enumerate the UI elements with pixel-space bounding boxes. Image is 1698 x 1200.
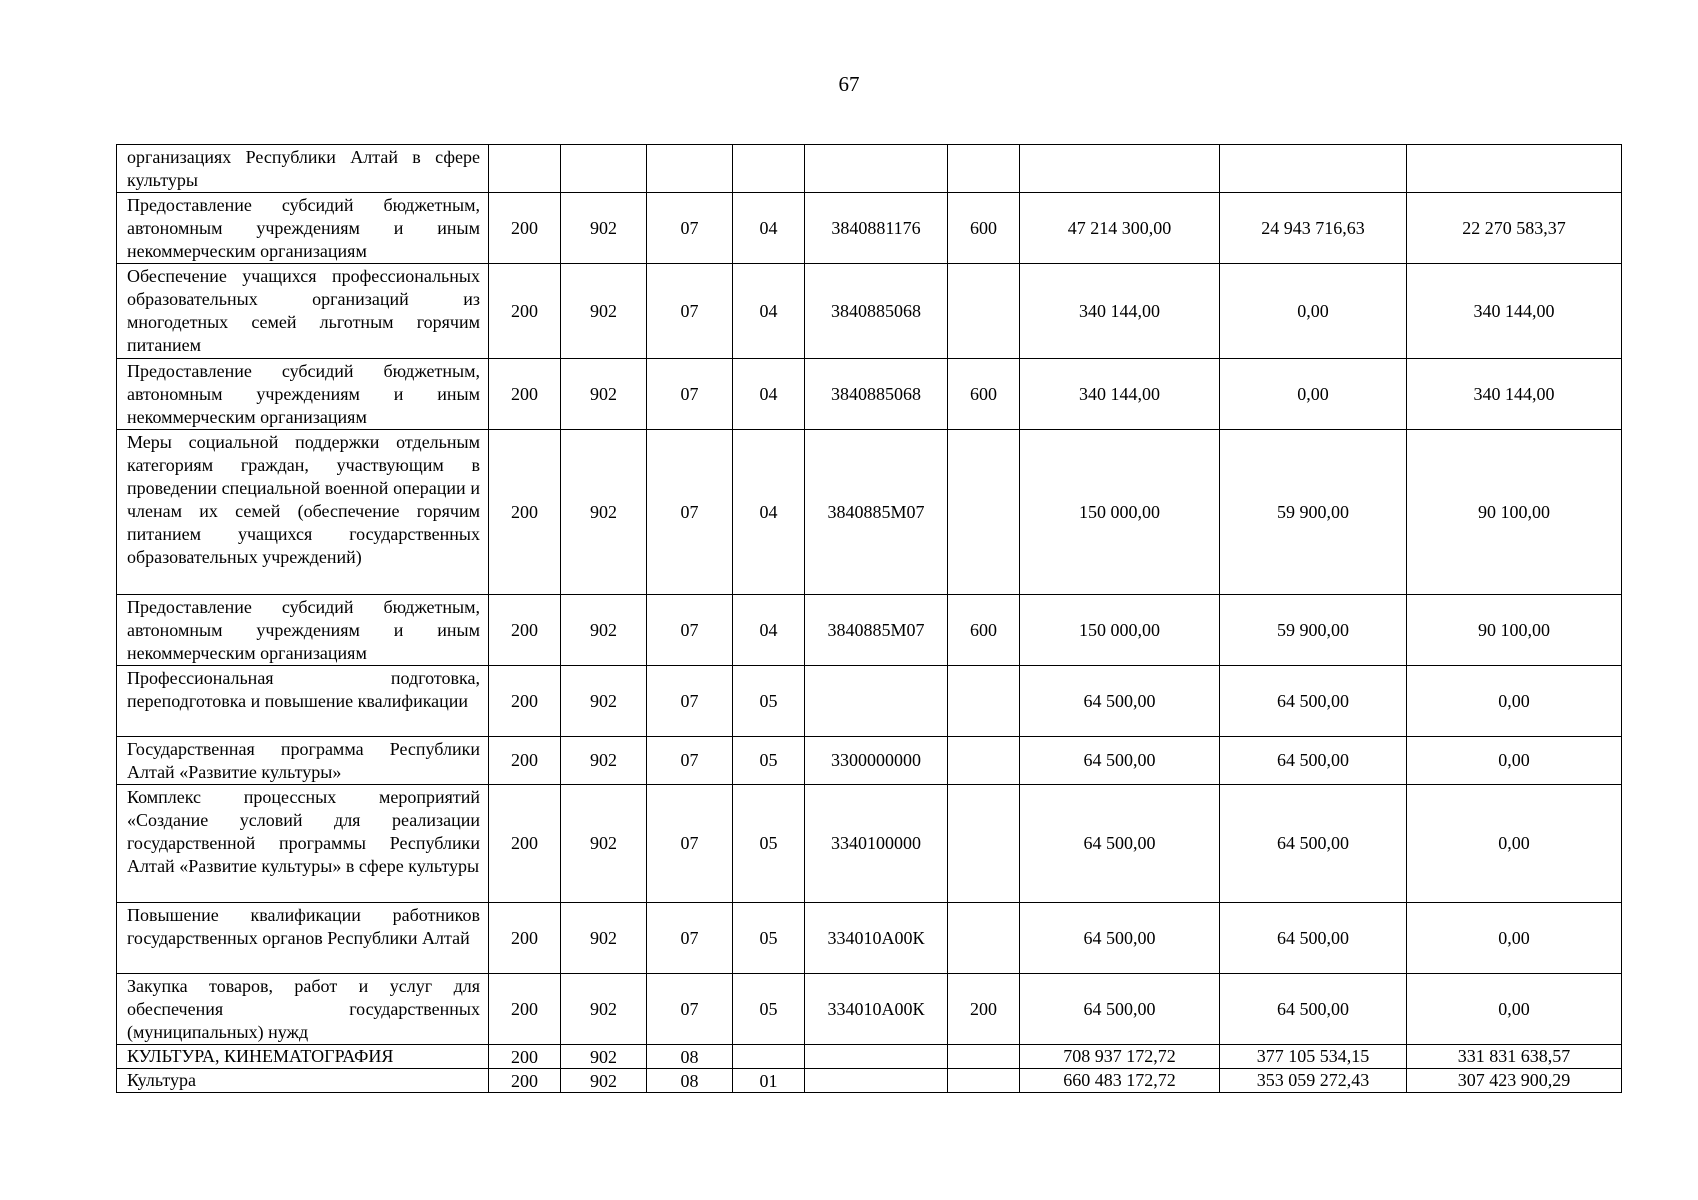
remaining-amount-cell: 90 100,00	[1407, 595, 1622, 666]
ministry-code-cell: 902	[561, 595, 647, 666]
target-code-cell	[805, 1045, 948, 1069]
expense-type-cell	[948, 1069, 1020, 1093]
target-code-cell: 3840885068	[805, 359, 948, 430]
ministry-code-cell: 902	[561, 974, 647, 1045]
remaining-amount-cell: 22 270 583,37	[1407, 193, 1622, 264]
table-row	[117, 903, 1622, 974]
table-row	[117, 1045, 1622, 1069]
table-row	[117, 974, 1622, 1045]
subsection-code-cell: 05	[733, 785, 805, 903]
target-code-cell: 334010А00К	[805, 974, 948, 1045]
admin-code-cell: 200	[489, 785, 561, 903]
paid-amount-cell: 0,00	[1220, 264, 1407, 359]
expense-type-cell	[948, 145, 1020, 193]
ministry-code-cell: 902	[561, 193, 647, 264]
table-row	[117, 595, 1622, 666]
remaining-amount-cell: 340 144,00	[1407, 359, 1622, 430]
total-amount-cell: 660 483 172,72	[1020, 1069, 1220, 1093]
total-amount-cell: 708 937 172,72	[1020, 1045, 1220, 1069]
total-amount-cell: 47 214 300,00	[1020, 193, 1220, 264]
ministry-code-cell: 902	[561, 430, 647, 595]
table-row	[117, 1069, 1622, 1093]
row-name-cell: организациях Республики Алтай в сфере культуры	[117, 145, 489, 193]
subsection-code-cell: 04	[733, 193, 805, 264]
admin-code-cell: 200	[489, 359, 561, 430]
total-amount-cell: 64 500,00	[1020, 974, 1220, 1045]
target-code-cell: 334010А00К	[805, 903, 948, 974]
section-code-cell: 07	[647, 264, 733, 359]
paid-amount-cell: 64 500,00	[1220, 666, 1407, 737]
section-code-cell: 07	[647, 359, 733, 430]
ministry-code-cell: 902	[561, 359, 647, 430]
subsection-code-cell	[733, 1045, 805, 1069]
subsection-code-cell	[733, 145, 805, 193]
remaining-amount-cell: 0,00	[1407, 903, 1622, 974]
target-code-cell: 3340100000	[805, 785, 948, 903]
row-name-cell: Культура	[117, 1069, 489, 1093]
ministry-code-cell: 902	[561, 666, 647, 737]
table-row	[117, 737, 1622, 785]
expense-type-cell	[948, 430, 1020, 595]
ministry-code-cell: 902	[561, 737, 647, 785]
paid-amount-cell: 64 500,00	[1220, 785, 1407, 903]
table-row	[117, 264, 1622, 359]
paid-amount-cell: 64 500,00	[1220, 974, 1407, 1045]
subsection-code-cell: 05	[733, 737, 805, 785]
admin-code-cell: 200	[489, 1045, 561, 1069]
paid-amount-cell: 353 059 272,43	[1220, 1069, 1407, 1093]
expense-type-cell	[948, 903, 1020, 974]
expense-type-cell	[948, 264, 1020, 359]
expense-type-cell: 200	[948, 974, 1020, 1045]
paid-amount-cell	[1220, 145, 1407, 193]
expense-type-cell	[948, 785, 1020, 903]
target-code-cell: 3840885М07	[805, 430, 948, 595]
subsection-code-cell: 05	[733, 666, 805, 737]
section-code-cell: 07	[647, 193, 733, 264]
total-amount-cell: 64 500,00	[1020, 666, 1220, 737]
target-code-cell: 3300000000	[805, 737, 948, 785]
ministry-code-cell: 902	[561, 1069, 647, 1093]
row-name-cell: Комплекс процессных мероприятий «Создание условий для реализации государственной программы Республики Алтай «Развитие культуры» в сфере культуры	[117, 785, 489, 903]
section-code-cell: 07	[647, 737, 733, 785]
paid-amount-cell: 24 943 716,63	[1220, 193, 1407, 264]
remaining-amount-cell: 307 423 900,29	[1407, 1069, 1622, 1093]
admin-code-cell	[489, 145, 561, 193]
section-code-cell: 08	[647, 1069, 733, 1093]
remaining-amount-cell: 0,00	[1407, 974, 1622, 1045]
section-code-cell: 07	[647, 430, 733, 595]
expense-type-cell: 600	[948, 193, 1020, 264]
row-name-cell: Предоставление субсидий бюджетным, автономным учреждениям и иным некоммерческим организациям	[117, 359, 489, 430]
total-amount-cell: 150 000,00	[1020, 430, 1220, 595]
admin-code-cell: 200	[489, 974, 561, 1045]
total-amount-cell: 340 144,00	[1020, 359, 1220, 430]
remaining-amount-cell: 0,00	[1407, 666, 1622, 737]
admin-code-cell: 200	[489, 737, 561, 785]
subsection-code-cell: 04	[733, 595, 805, 666]
total-amount-cell: 340 144,00	[1020, 264, 1220, 359]
target-code-cell: 3840885068	[805, 264, 948, 359]
expense-type-cell	[948, 737, 1020, 785]
paid-amount-cell: 64 500,00	[1220, 903, 1407, 974]
section-code-cell	[647, 145, 733, 193]
remaining-amount-cell	[1407, 145, 1622, 193]
ministry-code-cell: 902	[561, 1045, 647, 1069]
expense-type-cell: 600	[948, 359, 1020, 430]
row-name-cell: Повышение квалификации работников государственных органов Республики Алтай	[117, 903, 489, 974]
total-amount-cell: 64 500,00	[1020, 737, 1220, 785]
admin-code-cell: 200	[489, 264, 561, 359]
expense-type-cell	[948, 1045, 1020, 1069]
budget-table	[116, 144, 1622, 1093]
remaining-amount-cell: 331 831 638,57	[1407, 1045, 1622, 1069]
section-code-cell: 07	[647, 785, 733, 903]
section-code-cell: 07	[647, 595, 733, 666]
row-name-cell: Профессиональная подготовка, переподготовка и повышение квалификации	[117, 666, 489, 737]
target-code-cell	[805, 145, 948, 193]
total-amount-cell: 64 500,00	[1020, 785, 1220, 903]
target-code-cell: 3840885М07	[805, 595, 948, 666]
target-code-cell: 3840881176	[805, 193, 948, 264]
remaining-amount-cell: 90 100,00	[1407, 430, 1622, 595]
ministry-code-cell: 902	[561, 903, 647, 974]
row-name-cell: Государственная программа Республики Алтай «Развитие культуры»	[117, 737, 489, 785]
remaining-amount-cell: 0,00	[1407, 737, 1622, 785]
admin-code-cell: 200	[489, 430, 561, 595]
row-name-cell: Меры социальной поддержки отдельным категориям граждан, участвующим в проведении специальной военной операции и членам их семей (обеспечение горячим питанием учащихся государственных образовательных учреждений)	[117, 430, 489, 595]
total-amount-cell: 150 000,00	[1020, 595, 1220, 666]
section-code-cell: 07	[647, 903, 733, 974]
expense-type-cell	[948, 666, 1020, 737]
subsection-code-cell: 01	[733, 1069, 805, 1093]
section-code-cell: 08	[647, 1045, 733, 1069]
section-code-cell: 07	[647, 666, 733, 737]
target-code-cell	[805, 666, 948, 737]
ministry-code-cell	[561, 145, 647, 193]
paid-amount-cell: 59 900,00	[1220, 595, 1407, 666]
target-code-cell	[805, 1069, 948, 1093]
expense-type-cell: 600	[948, 595, 1020, 666]
budget-table-body	[117, 145, 1622, 1093]
subsection-code-cell: 04	[733, 264, 805, 359]
row-name-cell: Обеспечение учащихся профессиональных образовательных организаций из многодетных семей льготным горячим питанием	[117, 264, 489, 359]
total-amount-cell: 64 500,00	[1020, 903, 1220, 974]
subsection-code-cell: 05	[733, 903, 805, 974]
table-row	[117, 430, 1622, 595]
admin-code-cell: 200	[489, 193, 561, 264]
ministry-code-cell: 902	[561, 785, 647, 903]
subsection-code-cell: 04	[733, 430, 805, 595]
row-name-cell: Предоставление субсидий бюджетным, автономным учреждениям и иным некоммерческим организациям	[117, 595, 489, 666]
row-name-cell: Закупка товаров, работ и услуг для обеспечения государственных (муниципальных) нужд	[117, 974, 489, 1045]
table-row	[117, 359, 1622, 430]
subsection-code-cell: 05	[733, 974, 805, 1045]
row-name-cell: КУЛЬТУРА, КИНЕМАТОГРАФИЯ	[117, 1045, 489, 1069]
remaining-amount-cell: 340 144,00	[1407, 264, 1622, 359]
section-code-cell: 07	[647, 974, 733, 1045]
ministry-code-cell: 902	[561, 264, 647, 359]
table-row	[117, 785, 1622, 903]
row-name-cell: Предоставление субсидий бюджетным, автономным учреждениям и иным некоммерческим организациям	[117, 193, 489, 264]
paid-amount-cell: 64 500,00	[1220, 737, 1407, 785]
paid-amount-cell: 377 105 534,15	[1220, 1045, 1407, 1069]
table-row	[117, 193, 1622, 264]
table-row	[117, 145, 1622, 193]
paid-amount-cell: 0,00	[1220, 359, 1407, 430]
remaining-amount-cell: 0,00	[1407, 785, 1622, 903]
table-row	[117, 666, 1622, 737]
admin-code-cell: 200	[489, 666, 561, 737]
admin-code-cell: 200	[489, 903, 561, 974]
admin-code-cell: 200	[489, 595, 561, 666]
page-number: 67	[838, 72, 860, 96]
admin-code-cell: 200	[489, 1069, 561, 1093]
paid-amount-cell: 59 900,00	[1220, 430, 1407, 595]
subsection-code-cell: 04	[733, 359, 805, 430]
total-amount-cell	[1020, 145, 1220, 193]
